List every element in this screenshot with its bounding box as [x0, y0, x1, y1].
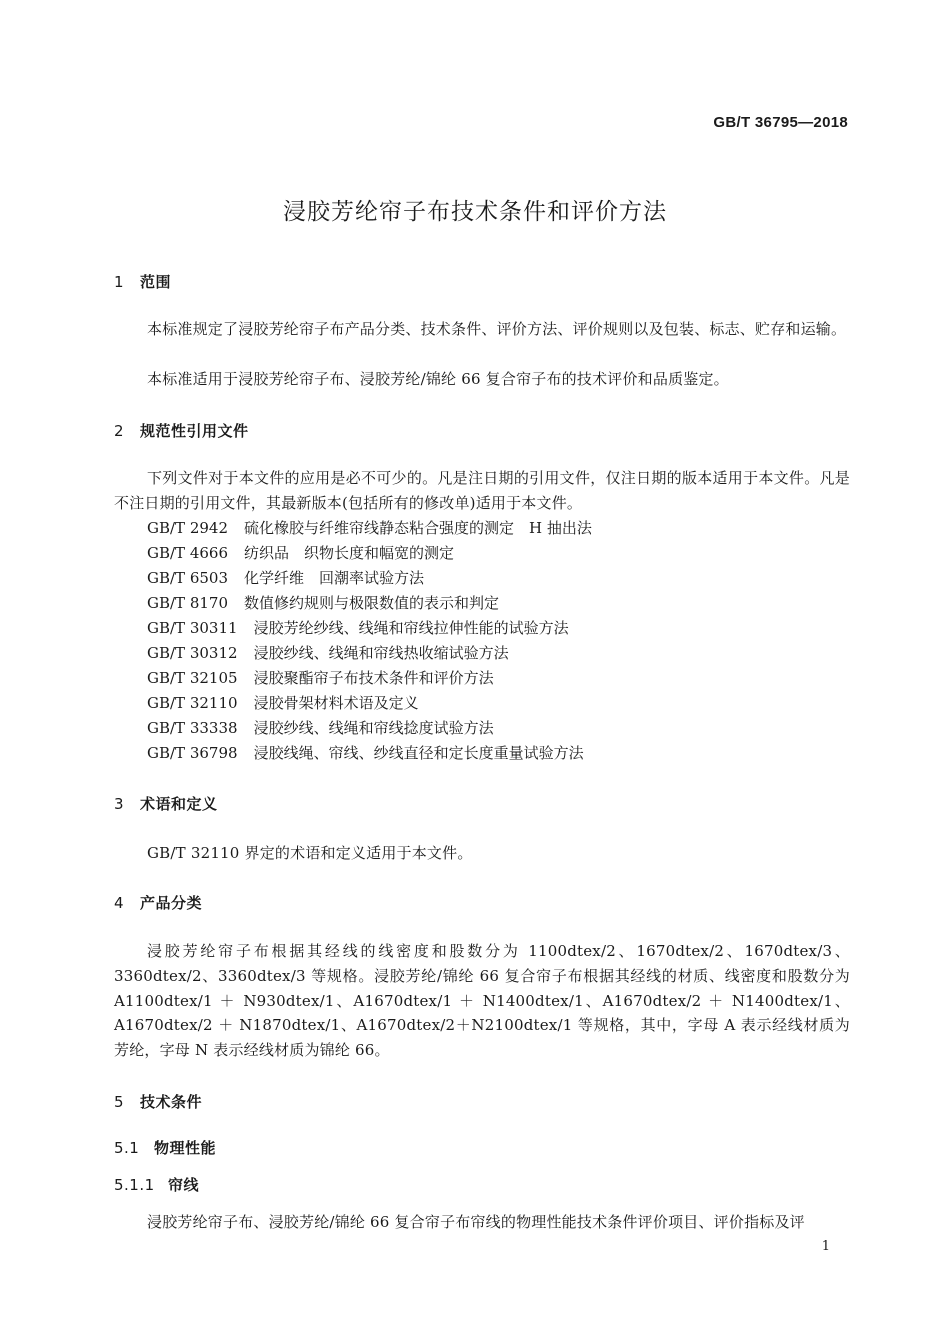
section-number: 2	[114, 422, 125, 440]
reference-title: 纺织品 织物长度和幅宽的测定	[244, 544, 455, 562]
reference-title: 浸胶纱线、线绳和帘线捻度试验方法	[253, 719, 494, 737]
section-number: 3	[114, 795, 125, 813]
document-code: GB/T 36795—2018	[713, 114, 848, 131]
reference-code: GB/T 36798	[147, 744, 238, 762]
reference-item	[147, 691, 419, 716]
reference-title: 浸胶芳纶纱线、线绳和帘线拉伸性能的试验方法	[253, 619, 569, 637]
section-3-paragraph-1: GB/T 32110 界定的术语和定义适用于本文件。	[147, 844, 473, 862]
section-1-paragraph-2: 本标准适用于浸胶芳纶帘子布、浸胶芳纶/锦纶 66 复合帘子布的技术评价和品质鉴定。	[147, 370, 729, 388]
reference-title: 化学纤维 回潮率试验方法	[244, 569, 425, 587]
reference-code: GB/T 2942	[147, 519, 229, 537]
reference-item	[147, 516, 592, 541]
section-number: 5.1.1	[114, 1176, 155, 1194]
section-5-1-1-paragraph-1: 浸胶芳纶帘子布、浸胶芳纶/锦纶 66 复合帘子布帘线的物理性能技术条件评价项目、评价指标及评	[147, 1213, 805, 1231]
reference-item	[147, 616, 569, 641]
section-title: 产品分类	[140, 894, 203, 912]
section-5-1-heading	[114, 1137, 216, 1158]
reference-item	[147, 566, 424, 591]
reference-title: 浸胶线绳、帘线、纱线直径和定长度重量试验方法	[253, 744, 584, 762]
section-title: 帘线	[168, 1176, 200, 1194]
reference-item	[147, 741, 584, 766]
section-3-heading	[114, 793, 218, 814]
section-4-heading	[114, 892, 202, 913]
section-title: 物理性能	[154, 1139, 217, 1157]
section-1-heading	[114, 271, 171, 292]
reference-title: 浸胶纱线、线绳和帘线热收缩试验方法	[253, 644, 509, 662]
section-5-1-1-heading	[114, 1174, 199, 1195]
reference-item	[147, 541, 454, 566]
document-title: 浸胶芳纶帘子布技术条件和评价方法	[283, 199, 667, 225]
section-5-heading	[114, 1091, 202, 1112]
section-title: 规范性引用文件	[140, 422, 249, 440]
reference-title: 浸胶聚酯帘子布技术条件和评价方法	[253, 669, 494, 687]
section-title: 技术条件	[140, 1093, 203, 1111]
section-number: 5.1	[114, 1139, 140, 1157]
reference-code: GB/T 33338	[147, 719, 238, 737]
reference-item	[147, 716, 494, 741]
reference-code: GB/T 32110	[147, 694, 238, 712]
section-number: 5	[114, 1093, 125, 1111]
reference-title: 数值修约规则与极限数值的表示和判定	[244, 594, 500, 612]
reference-item	[147, 666, 494, 691]
reference-code: GB/T 30312	[147, 644, 238, 662]
section-title: 范围	[140, 273, 172, 291]
reference-code: GB/T 32105	[147, 669, 238, 687]
section-2-heading	[114, 420, 249, 441]
reference-code: GB/T 8170	[147, 594, 229, 612]
reference-item	[147, 591, 499, 616]
reference-item	[147, 641, 509, 666]
reference-title: 浸胶骨架材料术语及定义	[253, 694, 419, 712]
section-title: 术语和定义	[140, 795, 218, 813]
section-2-paragraph-1: 下列文件对于本文件的应用是必不可少的。凡是注日期的引用文件，仅注日期的版本适用于本文件。凡是不注日期的引用文件，其最新版本(包括所有的修改单)适用于本文件。	[114, 469, 850, 512]
section-number: 4	[114, 894, 125, 912]
reference-code: GB/T 6503	[147, 569, 229, 587]
section-4-paragraph-1: 浸胶芳纶帘子布根据其经线的线密度和股数分为 1100dtex/2、1670dtex/2、1670dtex/3、3360dtex/2、3360dtex/3 等规格。浸胶芳纶/锦纶 66 复合帘子布根据其经线的材质、线密度和股数分为 A1100dtex/1 ＋ N930dtex/1、A1670dtex/1 ＋ N1400dtex/1、A1670dtex/2 ＋ N1400dtex/1、A1670dtex/2 ＋ N1870dtex/1、A1670dtex/2＋N2100dtex/1 等规格，其中，字母 A 表示经线材质为芳纶，字母 N 表示经线材质为锦纶 66。	[114, 942, 850, 1060]
section-number: 1	[114, 273, 125, 291]
reference-title: 硫化橡胶与纤维帘线静态粘合强度的测定 H 抽出法	[244, 519, 592, 537]
page-number: 1	[821, 1239, 830, 1254]
reference-code: GB/T 4666	[147, 544, 229, 562]
section-1-paragraph-1: 本标准规定了浸胶芳纶帘子布产品分类、技术条件、评价方法、评价规则以及包装、标志、贮存和运输。	[147, 320, 847, 338]
reference-code: GB/T 30311	[147, 619, 238, 637]
